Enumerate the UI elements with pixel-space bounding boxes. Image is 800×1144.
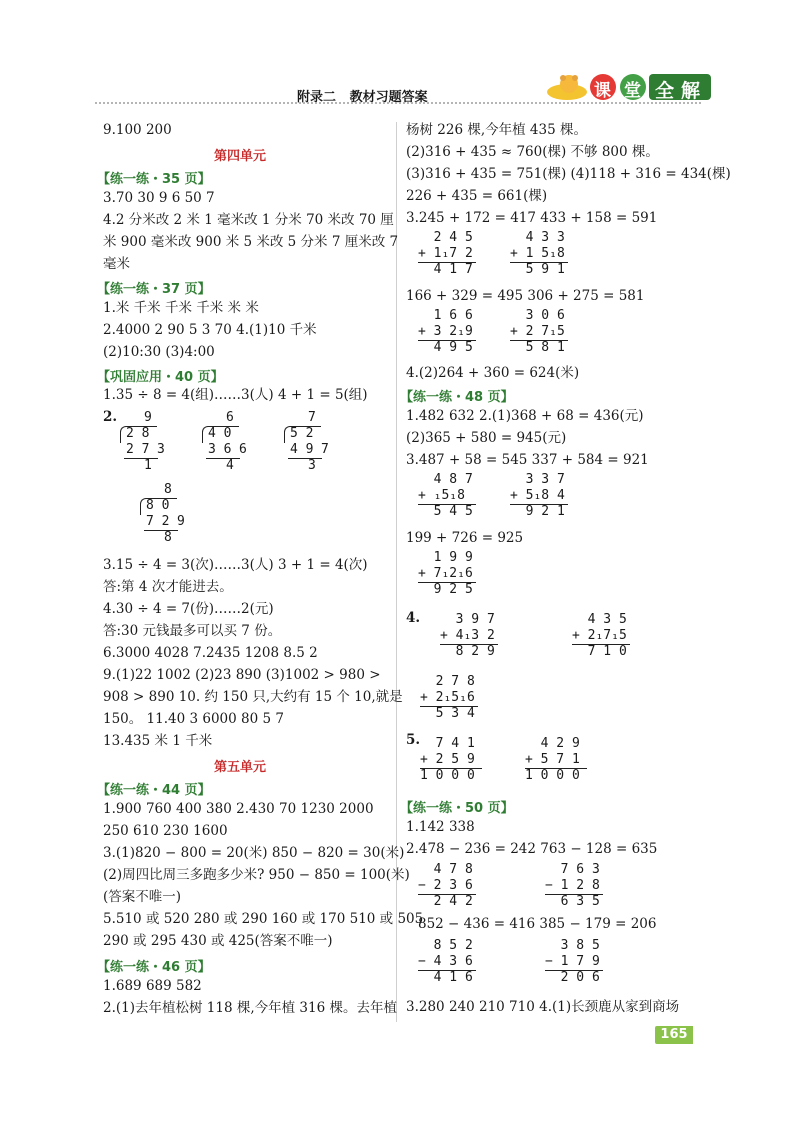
result: 7 1 0 (572, 644, 627, 659)
operand-a: 4 3 3 (510, 230, 565, 245)
quotient: 9 (144, 410, 152, 425)
right-line: (2)365 + 580 = 945(元) (406, 430, 567, 446)
result: 5 9 1 (510, 262, 565, 277)
left-line: 3.70 30 9 6 50 7 (103, 190, 215, 206)
long-division (110, 410, 165, 474)
operand-b: − 1 2 8 (545, 878, 600, 893)
operand-b: + 5 7 1 (525, 752, 580, 767)
result: 1 0 0 0 (525, 768, 580, 783)
operand-b: + 1₁7 2 (418, 246, 473, 261)
long-division (274, 410, 329, 474)
left-line: 9.(1)22 1002 (2)23 890 (3)1002 > 980 > (103, 667, 381, 683)
result: 5 3 4 (420, 706, 475, 721)
divisor: 9 (176, 514, 185, 529)
product: 4 9 (290, 442, 314, 457)
operand-b: + 7₁2₁6 (418, 566, 473, 581)
vertical-calc (418, 308, 476, 356)
right-line: 166 + 329 = 495 306 + 275 = 581 (406, 288, 645, 304)
quotient: 8 (164, 482, 172, 497)
brand-logo (545, 70, 715, 104)
left-line: 2.(1)去年植松树 118 棵,今年植 316 棵。去年植 (103, 1000, 397, 1016)
left-line: 1.米 千米 千米 千米 米 米 (103, 300, 259, 316)
exercise-heading: 【练一练・48 页】 (400, 390, 514, 405)
left-line: 13.435 米 1 千米 (103, 733, 213, 749)
result: 5 8 1 (510, 340, 565, 355)
operand-a: 8 5 2 (418, 938, 473, 953)
vertical-calc (572, 612, 630, 660)
operand-a: 4 8 7 (418, 472, 473, 487)
long-division (130, 482, 185, 546)
left-line: 908 > 890 10. 约 150 只,大约有 15 个 10,就是 (103, 689, 403, 705)
left-line: 2.4000 2 90 5 3 70 4.(1)10 千米 (103, 322, 317, 338)
left-line: 答:第 4 次才能进去。 (103, 579, 233, 595)
divisor: 6 (238, 442, 247, 457)
operand-b: − 2 3 6 (418, 878, 473, 893)
operand-b: + 2 5 9 (420, 752, 475, 767)
section-heading: 第四单元 (214, 149, 267, 164)
vertical-calc (418, 230, 476, 278)
operand-b: + 5₁8 4 (510, 488, 565, 503)
vertical-calc (510, 472, 568, 520)
left-line: 9.100 200 (103, 122, 172, 138)
exercise-heading: 【练一练・35 页】 (97, 172, 211, 187)
section-heading: 第五单元 (214, 760, 267, 775)
question-label: 5. (406, 732, 421, 748)
operand-b: − 1 7 9 (545, 954, 600, 969)
vertical-calc (510, 230, 568, 278)
right-line: (3)316 + 435 = 751(棵) (4)118 + 316 = 434(棵) (406, 166, 731, 182)
right-line: 4.(2)264 + 360 = 624(米) (406, 365, 580, 381)
quotient: 7 (308, 410, 316, 425)
remainder: 4 (226, 458, 234, 473)
right-line: 3.487 + 58 = 545 337 + 584 = 921 (406, 452, 649, 468)
vertical-calc (545, 938, 603, 986)
remainder: 3 (308, 458, 316, 473)
vertical-calc (525, 736, 587, 784)
vertical-calc (420, 674, 478, 722)
right-line: 2.478 − 236 = 242 763 − 128 = 635 (406, 841, 658, 857)
operand-a: 3 0 6 (510, 308, 565, 323)
left-line: (2)周四比周三多跑多少米? 950 − 850 = 100(米) (103, 867, 410, 883)
product: 3 6 (208, 442, 232, 457)
left-line: 3.(1)820 − 800 = 20(米) 850 − 820 = 30(米) (103, 845, 405, 861)
result: 4 1 7 (418, 262, 473, 277)
operand-b: + 3 2₁9 (418, 324, 473, 339)
logo-char-2: 堂 (624, 81, 641, 101)
result: 4 9 5 (418, 340, 473, 355)
exercise-heading: 【巩固应用・40 页】 (97, 370, 224, 385)
right-line: 3.280 240 210 710 4.(1)长颈鹿从家到商场 (406, 999, 680, 1015)
result: 9 2 5 (418, 582, 473, 597)
left-line: 1.35 ÷ 8 = 4(组)……3(人) 4 + 1 = 5(组) (103, 387, 368, 403)
exercise-heading: 【练一练・44 页】 (97, 783, 211, 798)
right-line: (2)316 + 435 ≈ 760(棵) 不够 800 棵。 (406, 144, 659, 160)
operand-a: 4 2 9 (525, 736, 580, 751)
operand-a: 4 3 5 (572, 612, 627, 627)
left-line: 290 或 295 430 或 425(答案不唯一) (103, 933, 333, 949)
left-line: 4.2 分米改 2 米 1 毫米改 1 分米 70 米改 70 厘 (103, 212, 394, 228)
result: 5 4 5 (418, 504, 473, 519)
result: 2 4 2 (418, 894, 473, 909)
logo-char-1: 课 (594, 81, 611, 101)
result: 2 0 6 (545, 970, 600, 985)
divisor: 7 (320, 442, 329, 457)
left-line: 毫米 (103, 256, 130, 272)
page-number: 165 (655, 1026, 693, 1044)
logo-char-4: 解 (681, 80, 701, 102)
result: 8 2 9 (440, 644, 495, 659)
right-line: 226 + 435 = 661(棵) (406, 188, 548, 204)
operand-b: − 4 3 6 (418, 954, 473, 969)
operand-a: 7 4 1 (420, 736, 475, 751)
left-line: 1.689 689 582 (103, 978, 202, 994)
right-line: 杨树 226 棵,今年植 435 棵。 (406, 122, 587, 138)
operand-a: 2 4 5 (418, 230, 473, 245)
remainder: 8 (164, 530, 172, 545)
vertical-calc (510, 308, 568, 356)
left-line: (答案不唯一) (103, 889, 182, 905)
operand-b: + 2 7₁5 (510, 324, 565, 339)
right-line: 199 + 726 = 925 (406, 530, 524, 546)
header-title: 附录二 教材习题答案 (297, 90, 428, 105)
exercise-heading: 【练一练・50 页】 (400, 801, 514, 816)
result: 6 3 5 (545, 894, 600, 909)
vertical-calc (418, 472, 476, 520)
right-line: 852 − 436 = 416 385 − 179 = 206 (418, 916, 657, 932)
left-line: 150。 11.40 3 6000 80 5 7 (103, 711, 284, 727)
question-label: 2. (103, 409, 118, 425)
dividend: 4 0 (208, 426, 232, 441)
result: 4 1 6 (418, 970, 473, 985)
left-line: 3.15 ÷ 4 = 3(次)……3(人) 3 + 1 = 4(次) (103, 557, 368, 573)
left-line: 1.900 760 400 380 2.430 70 1230 2000 (103, 801, 374, 817)
operand-a: 1 9 9 (418, 550, 473, 565)
vertical-calc (420, 736, 482, 784)
left-line: 米 900 毫米改 900 米 5 米改 5 分米 7 厘米改 7 (103, 234, 399, 250)
vertical-calc (418, 550, 476, 598)
operand-a: 1 6 6 (418, 308, 473, 323)
vertical-calc (440, 612, 498, 660)
result: 1 0 0 0 (420, 768, 475, 783)
right-line: 3.245 + 172 = 417 433 + 158 = 591 (406, 210, 658, 226)
vertical-calc (545, 862, 603, 910)
logo-char-3: 全 (655, 80, 675, 102)
left-line: 5.510 或 520 280 或 290 160 或 170 510 或 505 (103, 911, 424, 927)
exercise-heading: 【练一练・46 页】 (97, 960, 211, 975)
right-line: 1.482 632 2.(1)368 + 68 = 436(元) (406, 408, 644, 424)
operand-a: 4 7 8 (418, 862, 473, 877)
operand-a: 3 8 5 (545, 938, 600, 953)
operand-b: + 1 5₁8 (510, 246, 565, 261)
vertical-calc (418, 862, 476, 910)
operand-a: 7 6 3 (545, 862, 600, 877)
left-line: 6.3000 4028 7.2435 1208 8.5 2 (103, 645, 318, 661)
dividend: 5 2 (290, 426, 314, 441)
exercise-heading: 【练一练・37 页】 (97, 282, 211, 297)
product: 7 2 (146, 514, 170, 529)
operand-a: 3 3 7 (510, 472, 565, 487)
left-line: (2)10:30 (3)4:00 (103, 344, 215, 360)
result: 9 2 1 (510, 504, 565, 519)
operand-b: + 4₁3 2 (440, 628, 495, 643)
left-line: 250 610 230 1600 (103, 823, 228, 839)
operand-a: 3 9 7 (440, 612, 495, 627)
left-line: 答:30 元钱最多可以买 7 份。 (103, 623, 282, 639)
vertical-calc (418, 938, 476, 986)
operand-b: + 2₁5₁6 (420, 690, 475, 705)
divisor: 3 (156, 442, 165, 457)
left-line: 4.30 ÷ 4 = 7(份)……2(元) (103, 601, 274, 617)
question-label: 4. (406, 610, 421, 626)
dividend: 2 8 (126, 426, 150, 441)
right-line: 1.142 338 (406, 819, 475, 835)
dividend: 8 0 (146, 498, 170, 513)
remainder: 1 (144, 458, 152, 473)
quotient: 6 (226, 410, 234, 425)
column-divider (396, 122, 397, 1022)
product: 2 7 (126, 442, 150, 457)
operand-b: + ₁5₁8 (418, 488, 465, 503)
operand-a: 2 7 8 (420, 674, 475, 689)
long-division (192, 410, 247, 474)
operand-b: + 2₁7₁5 (572, 628, 627, 643)
